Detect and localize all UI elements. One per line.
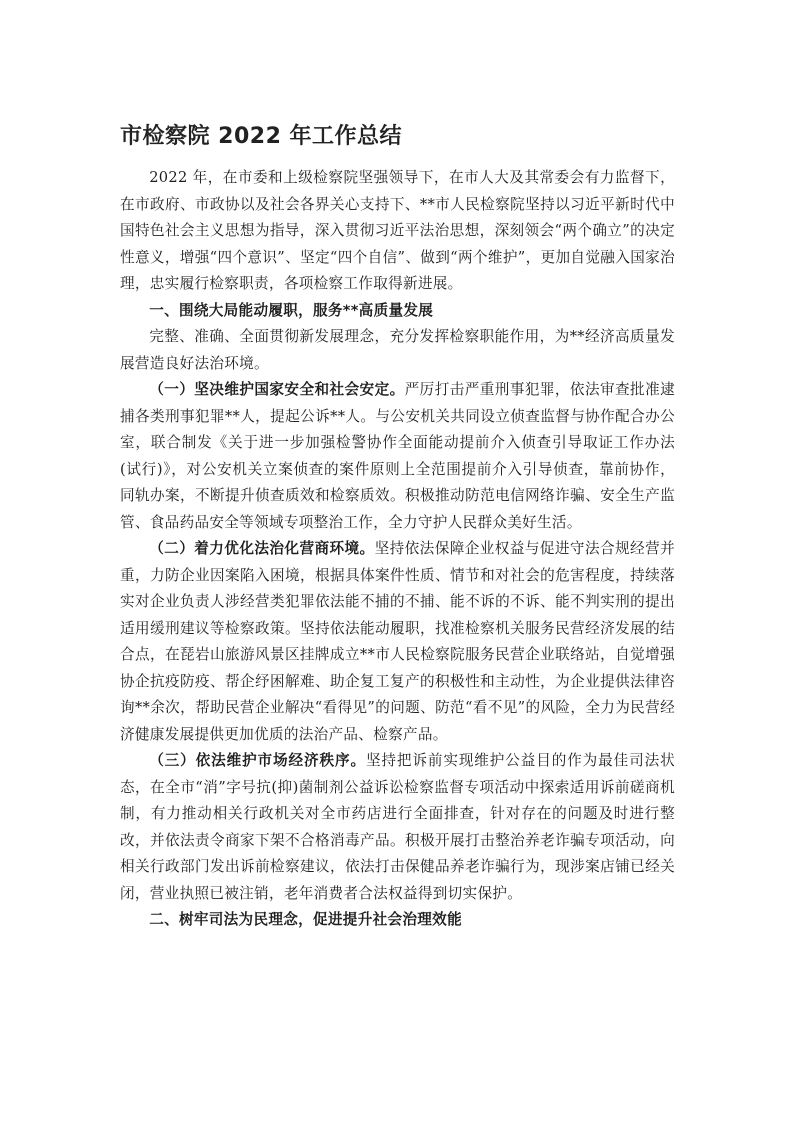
- document-title: 市检察院 2022 年工作总结: [120, 124, 403, 149]
- item-1-body: 严厉打击严重刑事犯罪，依法审查批准逮捕各类刑事犯罪**人，提起公诉**人。与公安机关共同设立侦查监督与协作配合办公室，联合制发《关于进一步加强检警协作全面能动提前介入侦查引导取证工作办法(试行)》，对公安机关立案侦查的案件原则上全范围提前介入引导侦查，靠前协作，同轨办案，不断提升侦查质效和检察质效。积极推动防范电信网络诈骗、安全生产监管、食品药品安全等领域专项整治工作，全力守护人民群众美好生活。: [120, 381, 675, 531]
- item-3-lead: （三）依法维护市场经济秩序。: [149, 752, 366, 769]
- section-1-item-1: [120, 377, 675, 536]
- document-body: [120, 120, 675, 934]
- item-1-lead: （一）坚决维护国家安全和社会安定。: [149, 381, 405, 398]
- item-3-body: 坚持把诉前实现维护公益目的作为最佳司法状态，在全市“消”字号抗(抑)菌制剂公益诉讼检察监督专项活动中探索适用诉前磋商机制，有力推动相关行政机关对全市药店进行全面排查，针对存在的问题及时进行整改，并依法责令商家下架不合格消毒产品。积极开展打击整治养老诈骗专项活动，向相关行政部门发出诉前检察建议，依法打击保健品养老诈骗行为，现涉案店铺已经关闭，营业执照已被注销，老年消费者合法权益得到切实保护。: [120, 752, 675, 902]
- item-2-lead: （二）着力优化法治化营商环境。: [149, 540, 375, 557]
- section-2-heading: 二、树牢司法为民理念，促进提升社会治理效能: [149, 911, 462, 928]
- section-1-intro: 完整、准确、全面贯彻新发展理念，充分发挥检察职能作用，为**经济高质量发展营造良好法治环境。: [120, 328, 675, 372]
- section-1-heading: 一、围绕大局能动履职，服务**高质量发展: [149, 301, 434, 319]
- section-1-item-2: [120, 536, 675, 748]
- section-1-item-3: [120, 748, 675, 907]
- item-2-body: 坚持依法保障企业权益与促进守法合规经营并重，力防企业因案陷入困境，根据具体案件性质、情节和对社会的危害程度，持续落实对企业负责人涉经营类犯罪依法能不捕的不捕、能不诉的不诉、能不判实刑的提出适用缓刑建议等检察政策。坚持依法能动履职，找准检察机关服务民营经济发展的结合点，在琵岩山旅游风景区挂牌成立**市人民检察院服务民营企业联络站，自觉增强协企抗疫防疫、帮企纾困解难、助企复工复产的积极性和主动性，为企业提供法律咨询**余次，帮助民营企业解决“看得见”的问题、防范“看不见”的风险，全力为民营经济健康发展提供更加优质的法治产品、检察产品。: [120, 540, 675, 743]
- intro-paragraph: 2022 年，在市委和上级检察院坚强领导下，在市人大及其常委会有力监督下，在市政府、市政协以及社会各界关心支持下、**市人民检察院坚持以习近平新时代中国特色社会主义思想为指导，深入贯彻习近平法治思想，深刻领会“两个确立”的决定性意义，增强“四个意识”、坚定“四个自信”、做到“两个维护”，更加自觉融入国家治理，忠实履行检察职责，各项检察工作取得新进展。: [120, 169, 675, 292]
